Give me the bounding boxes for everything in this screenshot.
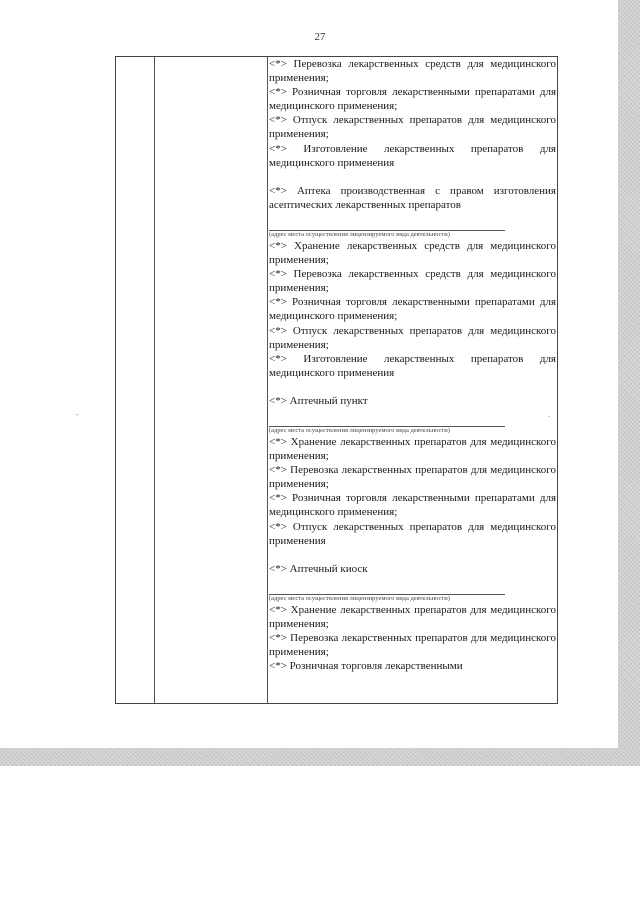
activity-item: <*> Отпуск лекарственных препаратов для медицинского применения; (269, 114, 556, 141)
paragraph-gap (269, 548, 556, 562)
pharmacy-type-heading: <*> Аптечный киоск (269, 562, 368, 575)
activity-item: <*> Хранение лекарственных препаратов для медицинского применения; (269, 603, 556, 630)
activity-item: <*> Розничная торговля лекарственными препаратами для медицинского применения; (269, 296, 556, 323)
paragraph-gap (269, 170, 556, 184)
page-border-right (618, 0, 640, 766)
address-field (269, 594, 556, 603)
activity-item: <*> Изготовление лекарственных препаратов для медицинского применения (269, 142, 556, 169)
pharmacy-type-heading: <*> Аптечный пункт (269, 394, 368, 407)
paragraph-gap (269, 408, 556, 422)
scan-speck: . (548, 410, 550, 419)
scan-speck: - (76, 410, 79, 419)
activity-item: <*> Перевозка лекарственных препаратов для медицинского применения; (269, 464, 556, 491)
pharmacy-type-heading: <*> Аптека производственная с правом изготовления асептических лекарственных препаратов (269, 184, 556, 211)
activity-item: <*> Перевозка лекарственных препаратов для медицинского применения; (269, 632, 556, 659)
paragraph-gap (269, 212, 556, 226)
address-field (269, 230, 556, 239)
page-border-bottom (0, 748, 640, 766)
activity-item: <*> Розничная торговля лекарственными препаратами для медицинского применения; (269, 86, 556, 113)
paragraph-gap (269, 576, 556, 590)
address-caption: (адрес места осуществления лицензируемого вида деятельности) (269, 426, 450, 434)
activity-item: <*> Перевозка лекарственных средств для медицинского применения; (269, 268, 556, 295)
paragraph-gap (269, 380, 556, 394)
activity-item: <*> Перевозка лекарственных средств для медицинского применения; (269, 58, 556, 85)
address-caption: (адрес места осуществления лицензируемого вида деятельности) (269, 230, 450, 238)
activity-item: <*> Изготовление лекарственных препаратов для медицинского применения (269, 352, 556, 379)
address-caption: (адрес места осуществления лицензируемого вида деятельности) (269, 594, 450, 602)
table-column-divider-1 (154, 57, 155, 703)
activity-item: <*> Розничная торговля лекарственными (269, 660, 463, 673)
table-column-divider-2 (267, 57, 268, 703)
activity-item: <*> Хранение лекарственных препаратов для медицинского применения; (269, 435, 556, 463)
activity-item: <*> Отпуск лекарственных препаратов для медицинского применения; (269, 324, 556, 351)
activity-item: <*> Розничная торговля лекарственными препаратами для медицинского применения; (269, 492, 556, 519)
address-field (269, 426, 556, 435)
page-number: 27 (314, 31, 326, 43)
activity-item: <*> Хранение лекарственных средств для медицинского применения; (269, 239, 556, 267)
activity-list-cell (269, 57, 556, 702)
activity-item: <*> Отпуск лекарственных препаратов для медицинского применения (269, 520, 556, 547)
